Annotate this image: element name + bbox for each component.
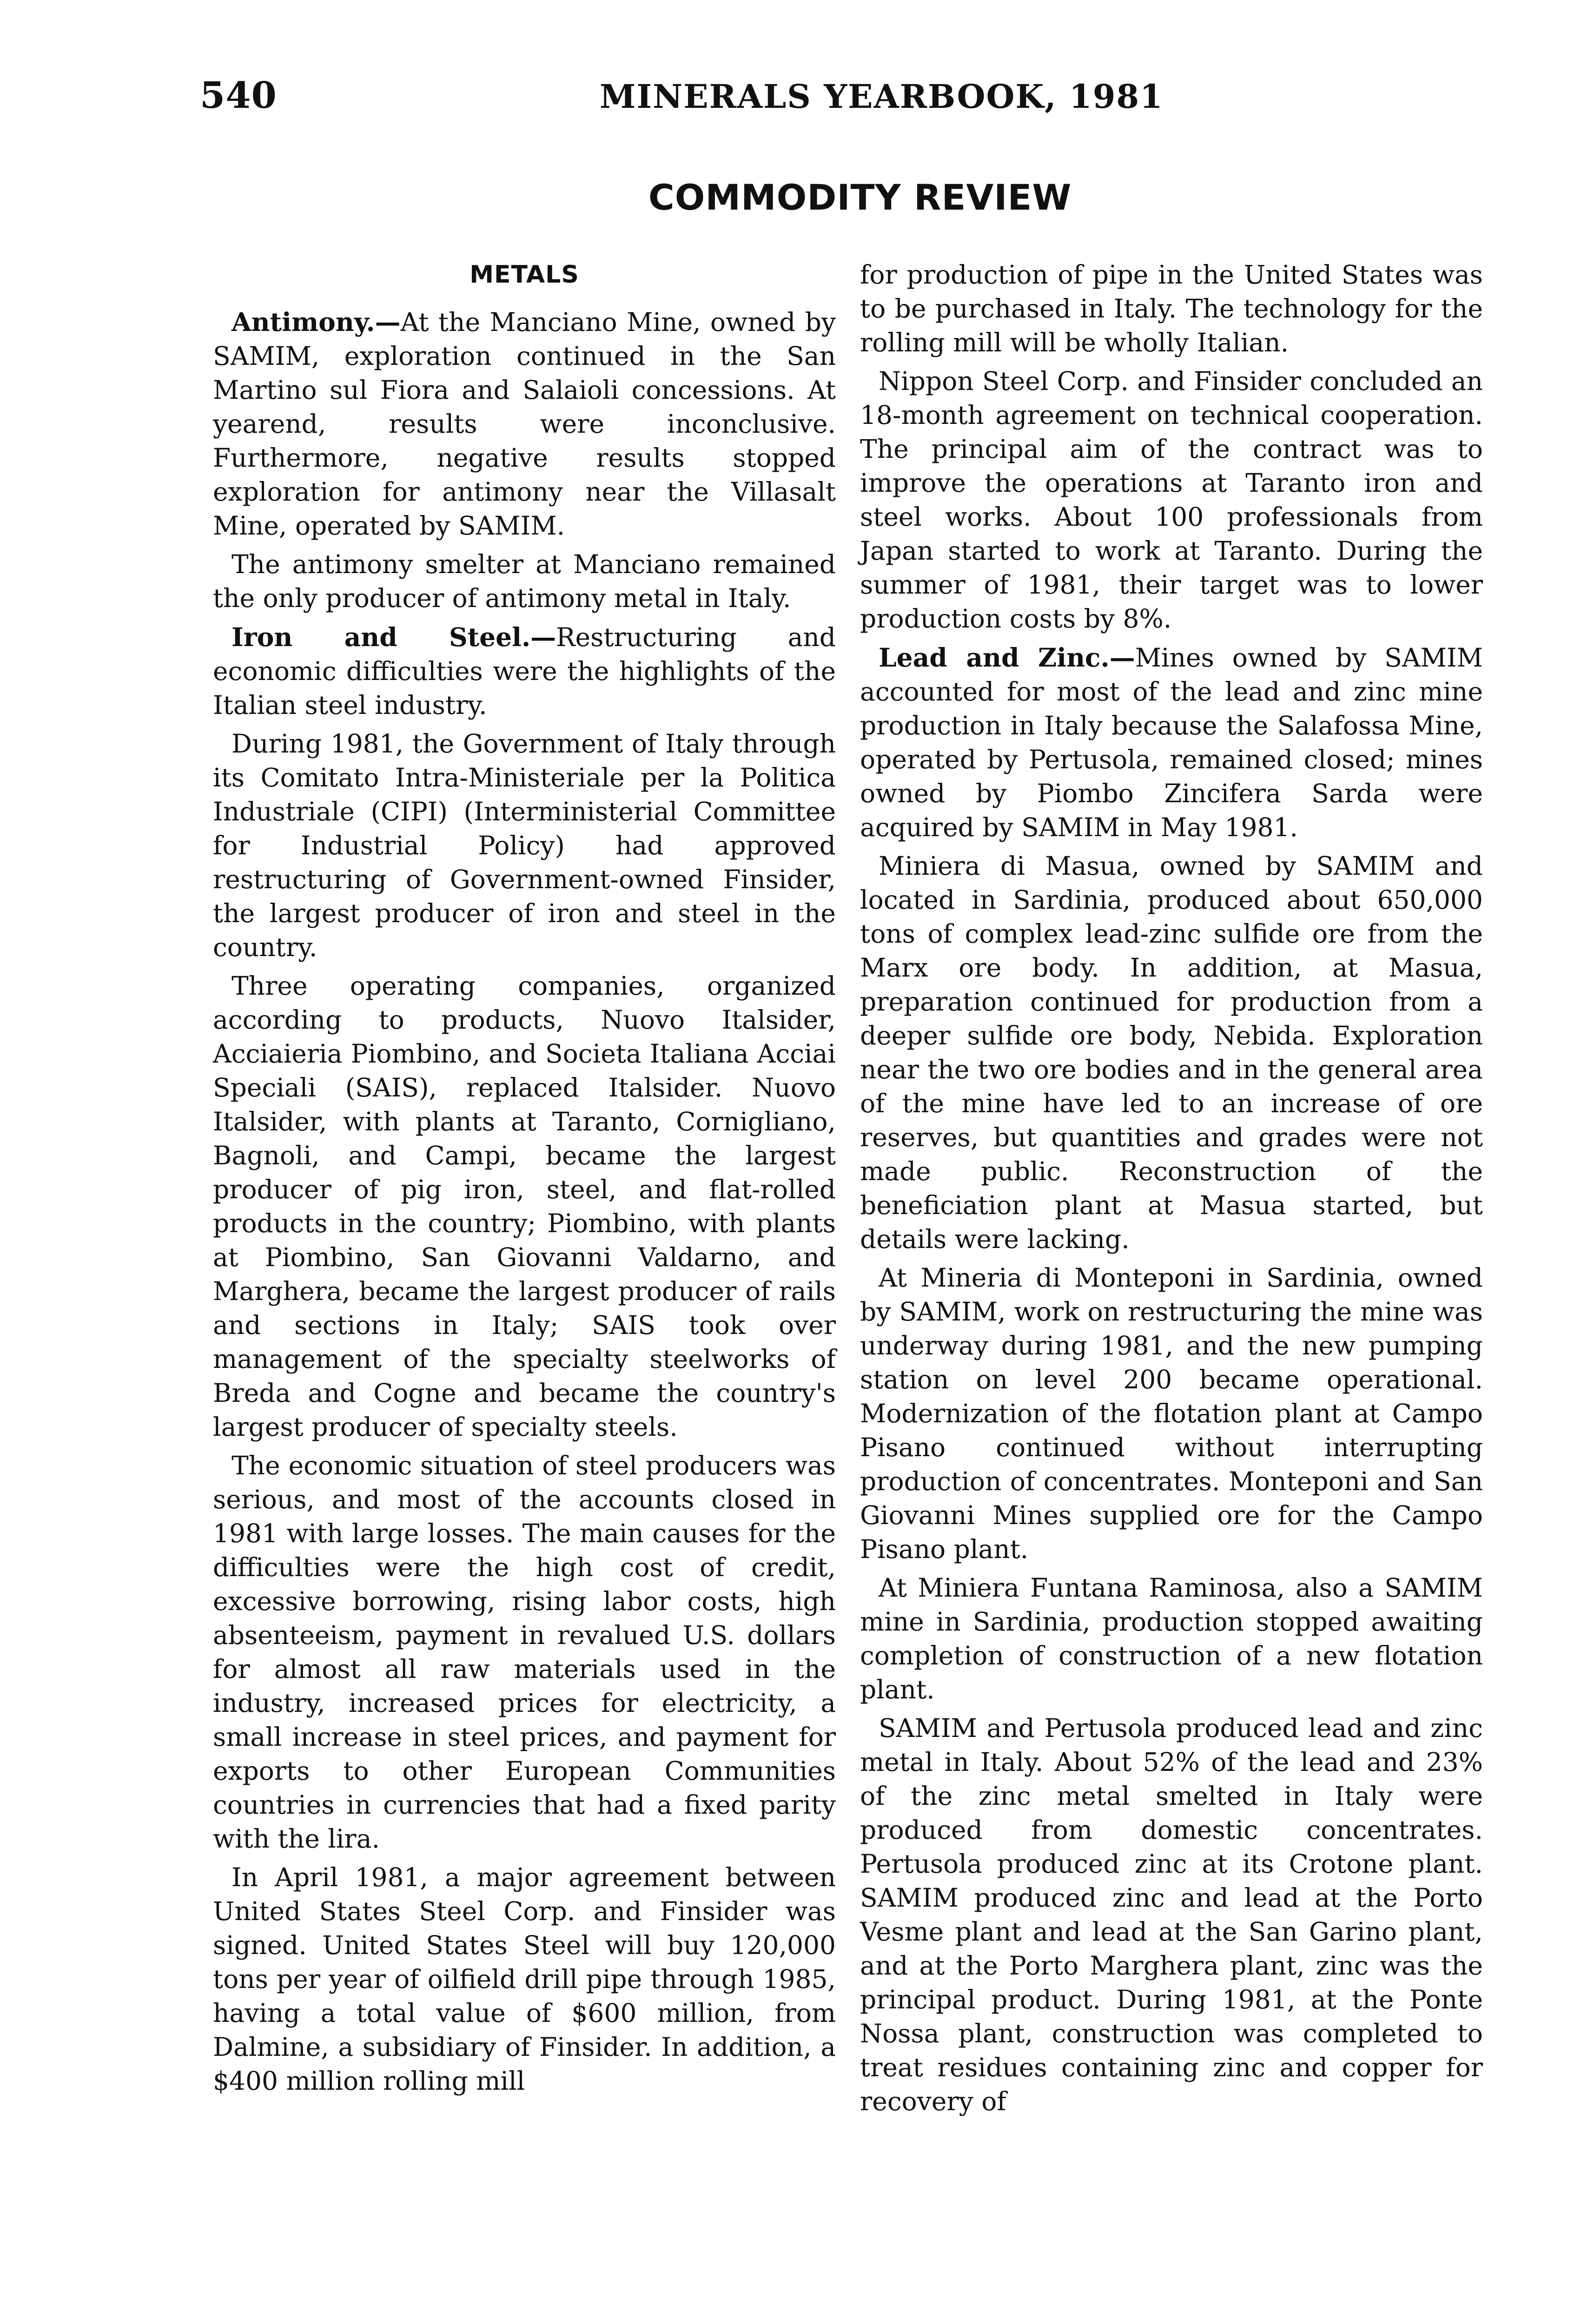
paragraph: The economic situation of steel producers was serious, and most of the accounts closed in 1981 with large losses. The main causes for the difficulties were the high cost of credit, excessive borrowing, rising labor costs, high absenteeism, payment in revalued U.S. dollars for almost all raw materials used in the industry, increased prices for electricity, a small increase in steel prices, and payment for exports to other European Communities countries in currencies that had a fixed parity with the lira. <box>213 1451 836 1854</box>
iron-steel-heading: Iron and Steel.— <box>231 622 556 652</box>
iron-steel-text: Restructuring and economic difficulties were the highlights of the Italian steel industry. <box>213 622 836 720</box>
antimony-heading: Antimony.— <box>231 307 401 337</box>
lead-zinc-heading: Lead and Zinc.— <box>879 642 1135 673</box>
paragraph: Three operating companies, organized according to products, Nuovo Italsider, Acciaieria Piombino, and Societa Italiana Acciai Speciali (SAIS), replaced Italsider. Nuovo Italsider, with plants at Taranto, Cornigliano, Bagnoli, and Campi, became the largest producer of pig iron, steel, and flat-rolled products in the country; Piombino, with plants at Piombino, San Giovanni Valdarno, and Marghera, became the largest producer of rails and sections in Italy; SAIS took over management of the specialty steelworks of Breda and Cogne and became the country's largest producer of specialty steels. <box>213 971 836 1442</box>
metals-subhead: METALS <box>470 261 579 289</box>
paragraph: The antimony smelter at Manciano remained the only producer of antimony metal in Italy. <box>213 549 836 613</box>
right-column <box>860 258 1483 2123</box>
paragraph: Miniera di Masua, owned by SAMIM and located in Sardinia, produced about 650,000 tons of complex lead-zinc sulfide ore from the Marx ore body. In addition, at Masua, preparation continued for production from a deeper sulfide ore body, Nebida. Exploration near the two ore bodies and in the general area of the mine have led to an increase of ore reserves, but quantities and grades were not made public. Reconstruction of the beneficiation plant at Masua started, but details were lacking. <box>860 851 1483 1254</box>
page-number: 540 <box>200 74 277 117</box>
paragraph: At Miniera Funtana Raminosa, also a SAMIM mine in Sardinia, production stopped awaiting completion of construction of a new flotation plant. <box>860 1573 1483 1704</box>
paragraph: for production of pipe in the United States was to be purchased in Italy. The technology for the rolling mill will be wholly Italian. <box>860 260 1483 357</box>
lead-zinc-text: Mines owned by SAMIM accounted for most of the lead and zinc mine production in Italy because the Salafossa Mine, operated by Pertusola, remained closed; mines owned by Piombo Zincifera Sarda were acquired by SAMIM in May 1981. <box>860 643 1483 842</box>
paragraph: In April 1981, a major agreement between United States Steel Corp. and Finsider was signed. United States Steel will buy 120,000 tons per year of oilfield drill pipe through 1985, having a total value of $600 million, from Dalmine, a subsidiary of Finsider. In addition, a $400 million rolling mill <box>213 1862 836 2096</box>
paragraph: Nippon Steel Corp. and Finsider concluded an 18-month agreement on technical cooperation. The principal aim of the contract was to improve the operations at Taranto iron and steel works. About 100 professionals from Japan started to work at Taranto. During the summer of 1981, their target was to lower production costs by 8%. <box>860 366 1483 634</box>
left-column <box>213 258 836 2103</box>
paragraph: At Mineria di Monteponi in Sardinia, owned by SAMIM, work on restructuring the mine was underway during 1981, and the new pumping station on level 200 became operational. Modernization of the flotation plant at Campo Pisano continued without interrupting production of concentrates. Monteponi and San Giovanni Mines supplied ore for the Campo Pisano plant. <box>860 1263 1483 1564</box>
iron-steel-paragraph <box>213 620 836 722</box>
antimony-paragraph <box>213 305 836 543</box>
paragraph: During 1981, the Government of Italy through its Comitato Intra-Ministeriale per la Politica Industriale (CIPI) (Interministerial Committee for Industrial Policy) had approved restructuring of Government-owned Finsider, the largest producer of iron and steel in the country. <box>213 729 836 962</box>
lead-zinc-paragraph <box>860 640 1483 845</box>
paragraph: SAMIM and Pertusola produced lead and zinc metal in Italy. About 52% of the lead and 23% of the zinc metal smelted in Italy were produced from domestic concentrates. Pertusola produced zinc at its Crotone plant. SAMIM produced zinc and lead at the Porto Vesme plant and lead at the San Garino plant, and at the Porto Marghera plant, zinc was the principal product. During 1981, at the Ponte Nossa plant, construction was completed to treat residues containing zinc and copper for recovery of <box>860 1713 1483 2116</box>
antimony-text: At the Manciano Mine, owned by SAMIM, exploration continued in the San Martino sul Fiora and Salaioli concessions. At yearend, results were inconclusive. Furthermore, negative results stopped exploration for antimony near the Villasalt Mine, operated by SAMIM. <box>213 307 836 541</box>
running-head <box>0 74 1594 125</box>
section-title: COMMODITY REVIEW <box>648 177 1072 218</box>
running-title: MINERALS YEARBOOK, 1981 <box>600 77 1164 116</box>
